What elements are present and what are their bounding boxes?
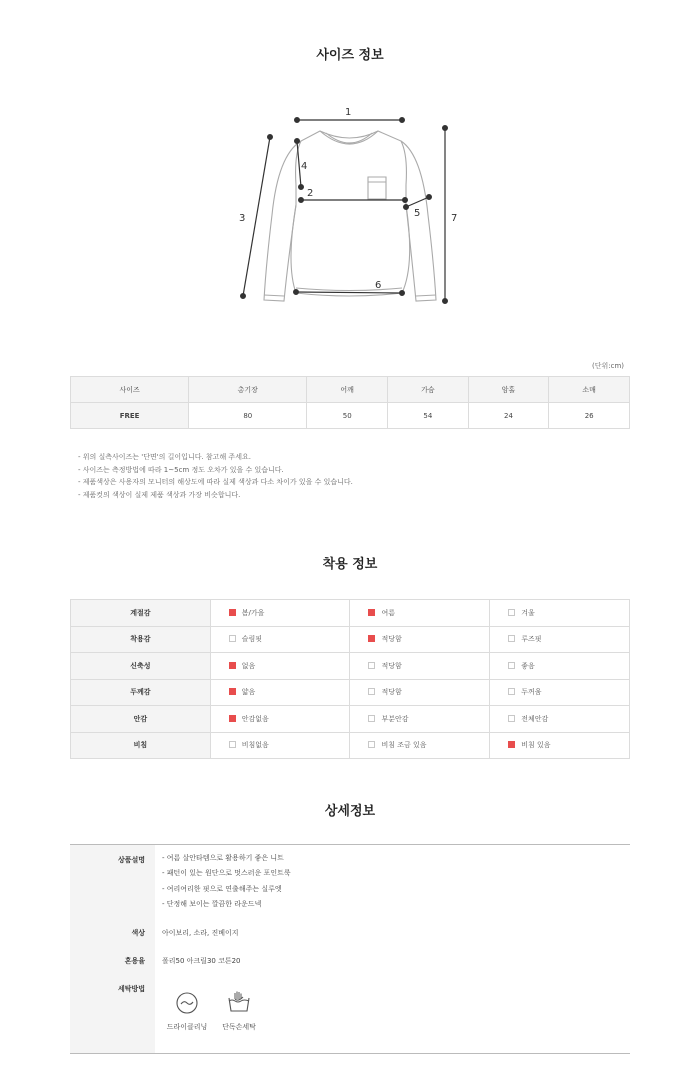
checked-box-icon [368,609,375,616]
fit-option-label: 적당함 [381,661,402,670]
value-cell: 50 [307,403,388,429]
hand-wash-icon [226,989,252,1015]
fit-option-label: 겨울 [521,608,535,617]
care-label: 세탁방법 [117,985,145,993]
value-cell: 26 [549,403,630,429]
note-item: - 제품색상은 사용자의 모니터의 해상도에 따라 실제 색상과 다소 차이가 있을 수 있습니다. [78,478,353,486]
header-cell: 가슴 [388,377,469,403]
detail-panel [70,844,630,1054]
description-item: - 여리여리한 핏으로 연출해주는 실루엣 [162,884,282,893]
value-cell: 80 [189,403,307,429]
fit-option [490,653,630,680]
note-item: - 위의 실측사이즈는 '단면'의 길이입니다. 참고해 주세요. [78,453,251,461]
header-cell: 어깨 [307,377,388,403]
table-row [71,600,630,627]
diagram-label-4: 4 [301,161,308,172]
fit-row-label: 착용감 [71,626,211,653]
checked-box-icon [229,609,236,616]
fit-option [490,600,630,627]
fit-option [490,706,630,733]
care-text: 드라이클리닝 [166,1023,208,1031]
fit-row-label: 신축성 [71,653,211,680]
header-cell: 암홀 [468,377,549,403]
fit-option-label: 적당함 [381,635,402,644]
description-item: - 패턴이 있는 원단으로 멋스러운 포인트룩 [162,869,291,878]
color-label: 색상 [131,929,145,937]
description-item: - 단정해 보이는 깔끔한 라운드넥 [162,899,262,908]
diagram-label-6: 6 [375,280,382,291]
size-info-title: 사이즈 정보 [316,48,384,63]
fit-row-label: 비침 [71,732,211,759]
fit-option-label: 좋음 [521,661,535,670]
checked-box-icon [368,635,375,642]
unchecked-box-icon [368,662,375,669]
checked-box-icon [508,741,515,748]
garment-measurement-diagram [200,95,500,320]
fit-option-label: 비침없음 [241,741,269,750]
fit-option-label: 여름 [381,608,395,617]
fit-option [210,679,350,706]
fit-row-label: 안감 [71,706,211,733]
note-item: - 사이즈는 측정방법에 따라 1~5cm 정도 오차가 있을 수 있습니다. [78,465,284,474]
fit-option [350,653,490,680]
unchecked-box-icon [368,741,375,748]
care-text: 단독손세탁 [222,1023,256,1031]
unchecked-box-icon [508,635,515,642]
fit-option-label: 두꺼움 [521,688,542,697]
fit-option [490,626,630,653]
fit-option-label: 없음 [241,661,256,670]
size-table [70,376,630,429]
unchecked-box-icon [229,741,236,748]
unchecked-box-icon [508,662,515,669]
value-cell: 54 [388,403,469,429]
fit-option [210,600,350,627]
detail-label-column [70,845,155,1053]
fit-option-label: 비침 조금 있음 [381,741,427,750]
unchecked-box-icon [368,715,375,722]
size-table-header [71,377,630,403]
fit-option-label: 적당함 [381,688,402,697]
fit-option [490,679,630,706]
dry-clean-icon [175,991,199,1015]
header-cell: 사이즈 [71,377,189,403]
table-row [71,626,630,653]
fit-option [350,679,490,706]
table-row [71,706,630,733]
material-label: 혼용율 [124,957,145,965]
unchecked-box-icon [508,715,515,722]
unit-label: (단위:cm) [591,362,624,370]
diagram-label-3: 3 [239,213,246,224]
fit-row-label: 계절감 [71,600,211,627]
fit-info-title: 착용 정보 [322,557,378,572]
fit-row-label: 두께감 [71,679,211,706]
fit-option-label: 루즈핏 [521,635,542,644]
fit-option-label: 부분안감 [381,714,409,723]
unchecked-box-icon [508,688,515,695]
fit-option-label: 비침 있음 [521,741,551,750]
note-item: - 제품컷의 색상이 실제 제품 색상과 가장 비슷합니다. [78,490,241,499]
fit-option [350,600,490,627]
table-row [71,403,630,429]
description-list [162,851,291,912]
description-item: - 여름 살안타템으로 활용하기 좋은 니트 [162,854,284,862]
fit-option-label: 전체안감 [521,714,549,723]
table-row [71,653,630,680]
fit-option [210,626,350,653]
fit-option [350,626,490,653]
checked-box-icon [229,662,236,669]
fit-option [210,653,350,680]
fit-option [210,706,350,733]
checked-box-icon [229,688,236,695]
fit-option [350,732,490,759]
fit-option-label: 슬림핏 [241,635,262,644]
color-value: 아이보리, 소라, 진베이지 [162,929,239,937]
fit-option [490,732,630,759]
fit-table [70,599,630,759]
fit-option-label: 안감없음 [241,714,269,723]
unchecked-box-icon [508,609,515,616]
checked-box-icon [229,715,236,722]
diagram-label-7: 7 [451,213,458,224]
fit-option-label: 봄/가을 [241,608,265,617]
unchecked-box-icon [229,635,236,642]
table-row [71,732,630,759]
header-cell: 소매 [549,377,630,403]
unchecked-box-icon [368,688,375,695]
description-label: 상품설명 [117,856,145,864]
diagram-label-2: 2 [307,188,314,199]
diagram-label-1: 1 [345,107,352,118]
fit-option-label: 얇음 [241,688,256,697]
size-cell: FREE [71,403,189,429]
material-value: 폴리50 아크릴30 코튼20 [162,957,241,965]
value-cell: 24 [468,403,549,429]
detail-info-title: 상세정보 [324,804,376,819]
diagram-label-5: 5 [414,208,421,219]
size-notes [78,451,353,501]
table-row [71,679,630,706]
fit-option [210,732,350,759]
fit-option [350,706,490,733]
header-cell: 총기장 [189,377,307,403]
